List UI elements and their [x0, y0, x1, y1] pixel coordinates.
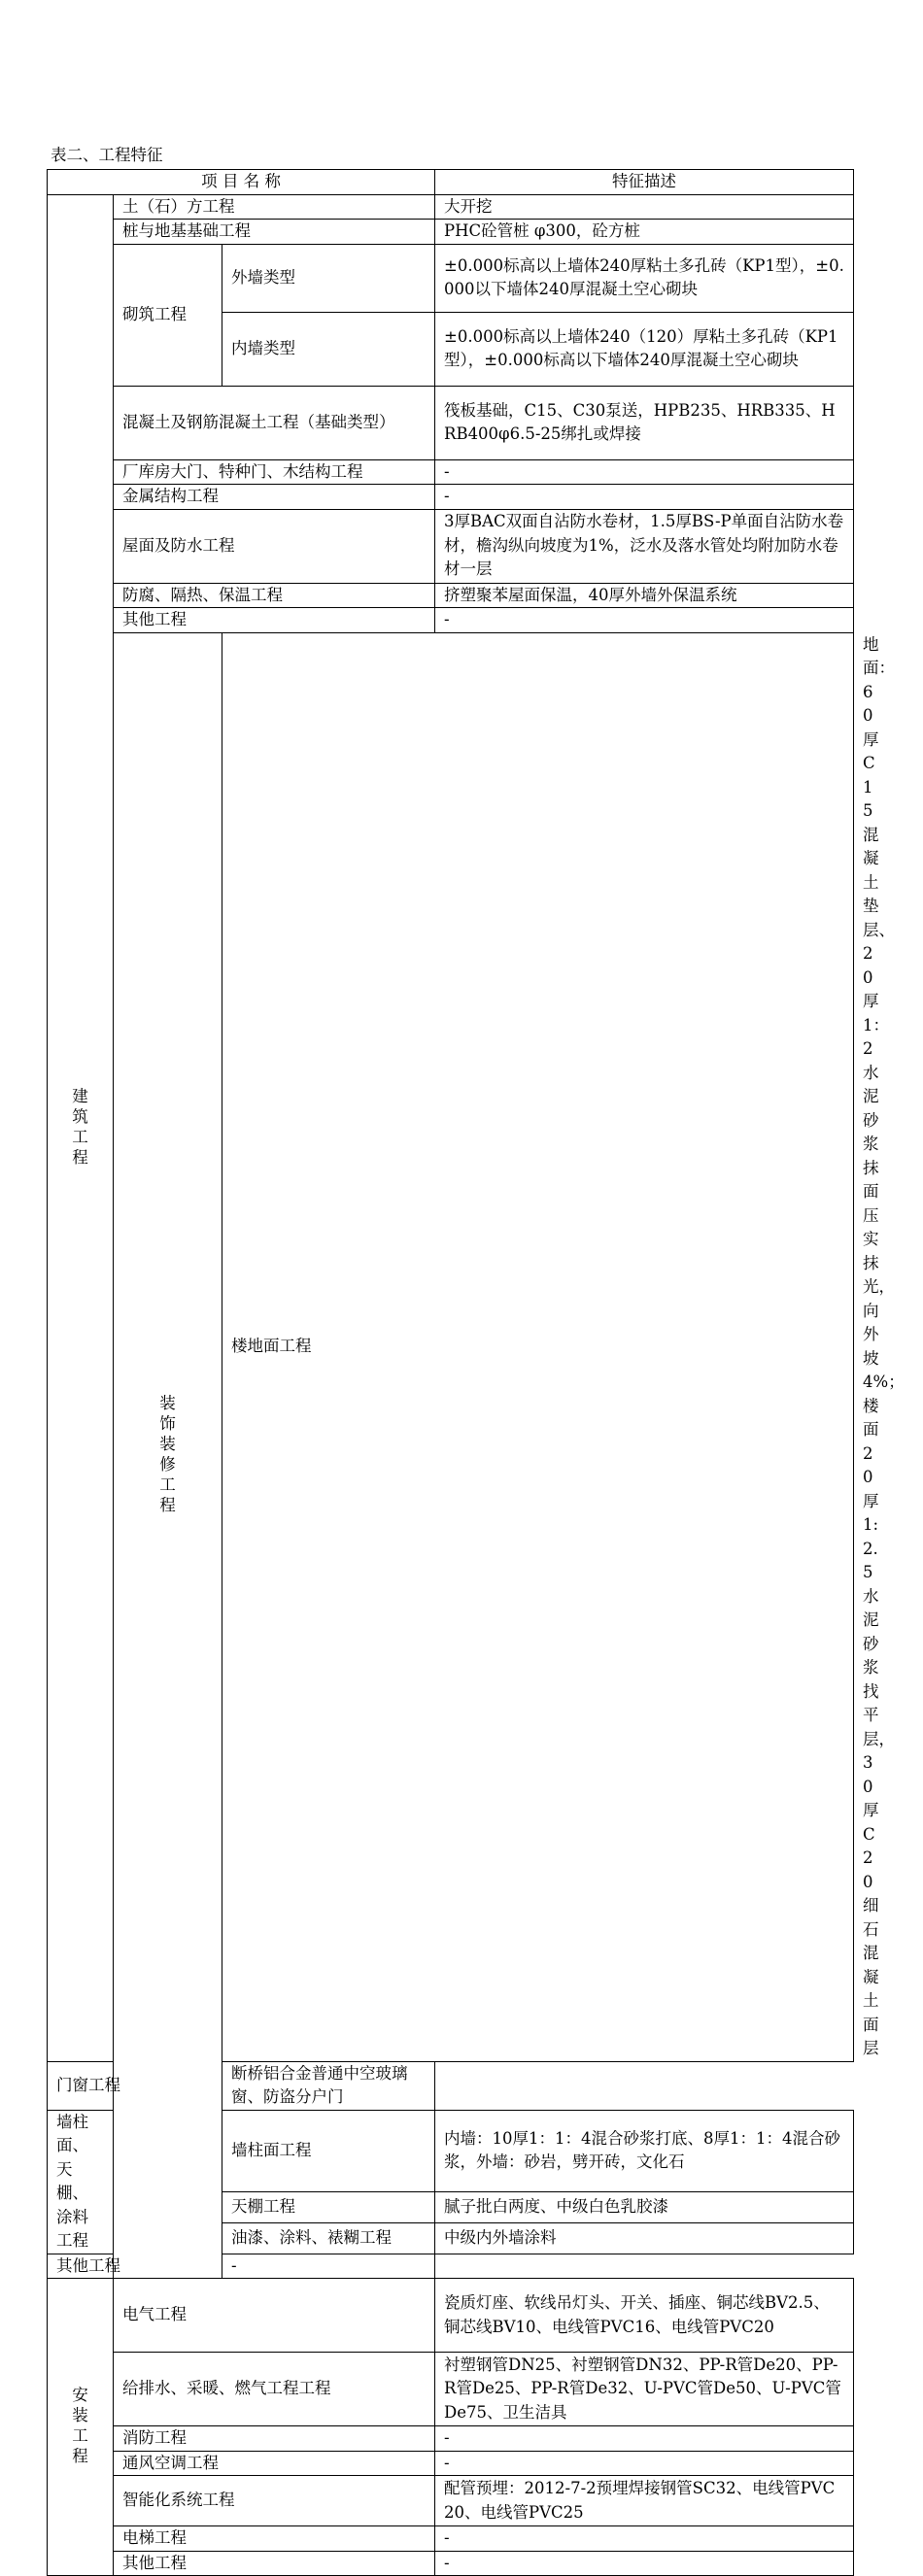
category-building [48, 194, 114, 2061]
row-desc: PHC砼管桩 φ300，砼方桩 [435, 220, 854, 245]
header-feature-desc: 特征描述 [435, 170, 854, 195]
row-name: 防腐、隔热、保温工程 [114, 583, 435, 608]
sub-row-name: 墙柱面工程 [222, 2110, 435, 2192]
row-name: 智能化系统工程 [114, 2476, 435, 2526]
row-name: 砌筑工程 [114, 244, 222, 386]
sub-row-name: 油漆、涂料、裱糊工程 [222, 2222, 435, 2254]
category-install [48, 2279, 114, 2576]
row-desc: - [435, 459, 854, 485]
table-row [48, 2061, 854, 2110]
row-name: 屋面及防水工程 [114, 509, 435, 583]
row-name: 厂库房大门、特种门、木结构工程 [114, 459, 435, 485]
table-row [48, 2353, 854, 2426]
table-row [48, 2426, 854, 2452]
table-row [48, 2551, 854, 2576]
table-row [48, 509, 854, 583]
sub-row-name: 天棚工程 [222, 2192, 435, 2223]
row-name: 电梯工程 [114, 2526, 435, 2552]
row-desc: ±0.000标高以上墙体240厚粘土多孔砖（KP1型），±0.000以下墙体240厚混凝土空心砌块 [435, 244, 854, 312]
row-desc: 配管预埋：2012-7-2预埋焊接钢管SC32、电线管PVC20、电线管PVC25 [435, 2476, 854, 2526]
table-row [48, 583, 854, 608]
row-desc: 大开挖 [435, 194, 854, 220]
row-desc: - [435, 485, 854, 510]
row-desc: 断桥铝合金普通中空玻璃窗、防盗分户门 [222, 2061, 435, 2110]
table-row [48, 2451, 854, 2476]
header-item-name: 项 目 名 称 [48, 170, 435, 195]
row-desc: - [435, 608, 854, 633]
table-row: 装饰装修工程 楼地面工程 地面：60厚C15混凝土垫层、20厚1：2水泥砂浆抹面压实抹光，向外坡4%；楼面20厚1:2.5水泥砂浆找平层，30厚C20细石混凝土面层 [48, 632, 854, 2061]
category-decoration [114, 632, 222, 2279]
row-name: 消防工程 [114, 2426, 435, 2452]
table-row [48, 608, 854, 633]
row-name: 桩与地基基础工程 [114, 220, 435, 245]
row-name: 给排水、采暖、燃气工程工程 [114, 2353, 435, 2426]
row-desc: ±0.000标高以上墙体240（120）厚粘土多孔砖（KP1型），±0.000标高以下墙体240厚混凝土空心砌块 [435, 312, 854, 386]
row-name: 混凝土及钢筋混凝土工程（基础类型） [114, 386, 435, 459]
row-desc: - [435, 2426, 854, 2452]
table-row [48, 459, 854, 485]
table-row [48, 386, 854, 459]
table-caption: 表二、工程特征 [51, 146, 163, 164]
category-label: 装饰装修工程 [159, 1394, 176, 1514]
row-desc: 中级内外墙涂料 [435, 2222, 854, 2254]
row-name: 楼地面工程 [222, 632, 854, 2061]
row-name: 其他工程 [114, 608, 435, 633]
table-row [48, 2279, 854, 2353]
table-row [48, 485, 854, 510]
row-desc: - [435, 2551, 854, 2576]
row-desc: 衬塑钢管DN25、衬塑钢管DN32、PP-R管De20、PP-R管De25、PP-R管De32、U-PVC管De50、U-PVC管De75、卫生洁具 [435, 2353, 854, 2426]
row-name: 金属结构工程 [114, 485, 435, 510]
row-name: 其他工程 [114, 2551, 435, 2576]
sub-row-name: 外墙类型 [222, 244, 435, 312]
row-name: 墙柱面、天棚、涂料工程 [48, 2110, 114, 2254]
row-name: 其他工程 [48, 2254, 222, 2279]
row-desc: 3厚BAC双面自沾防水卷材，1.5厚BS-P单面自沾防水卷材，檐沟纵向坡度为1%，泛水及落水管处均附加防水卷材一层 [435, 509, 854, 583]
table-header-row [48, 170, 854, 195]
row-desc: 腻子批白两度、中级白色乳胶漆 [435, 2192, 854, 2223]
row-desc: 内墙：10厚1：1：4混合砂浆打底、8厚1：1：4混合砂浆，外墙：砂岩，劈开砖，文化石 [435, 2110, 854, 2192]
row-desc: 挤塑聚苯屋面保温，40厚外墙外保温系统 [435, 583, 854, 608]
row-desc: - [435, 2526, 854, 2552]
engineering-features-table [47, 169, 905, 2576]
row-name: 电气工程 [114, 2279, 435, 2353]
row-desc: - [435, 2451, 854, 2476]
category-label: 安装工程 [72, 2386, 88, 2466]
table-row [48, 194, 854, 220]
row-desc: - [222, 2254, 435, 2279]
row-name: 土（石）方工程 [114, 194, 435, 220]
row-name: 门窗工程 [48, 2061, 222, 2110]
table-row [48, 244, 854, 312]
table-row [48, 2254, 854, 2279]
row-desc: 瓷质灯座、软线吊灯头、开关、插座、铜芯线BV2.5、铜芯线BV10、电线管PVC16、电线管PVC20 [435, 2279, 854, 2353]
row-desc: 筏板基础，C15、C30泵送，HPB235、HRB335、HRB400φ6.5-25绑扎或焊接 [435, 386, 854, 459]
sub-row-name: 内墙类型 [222, 312, 435, 386]
table-row [48, 2526, 854, 2552]
table-row [48, 2476, 854, 2526]
table-row [48, 220, 854, 245]
category-label: 建筑工程 [72, 1086, 88, 1167]
row-name: 通风空调工程 [114, 2451, 435, 2476]
